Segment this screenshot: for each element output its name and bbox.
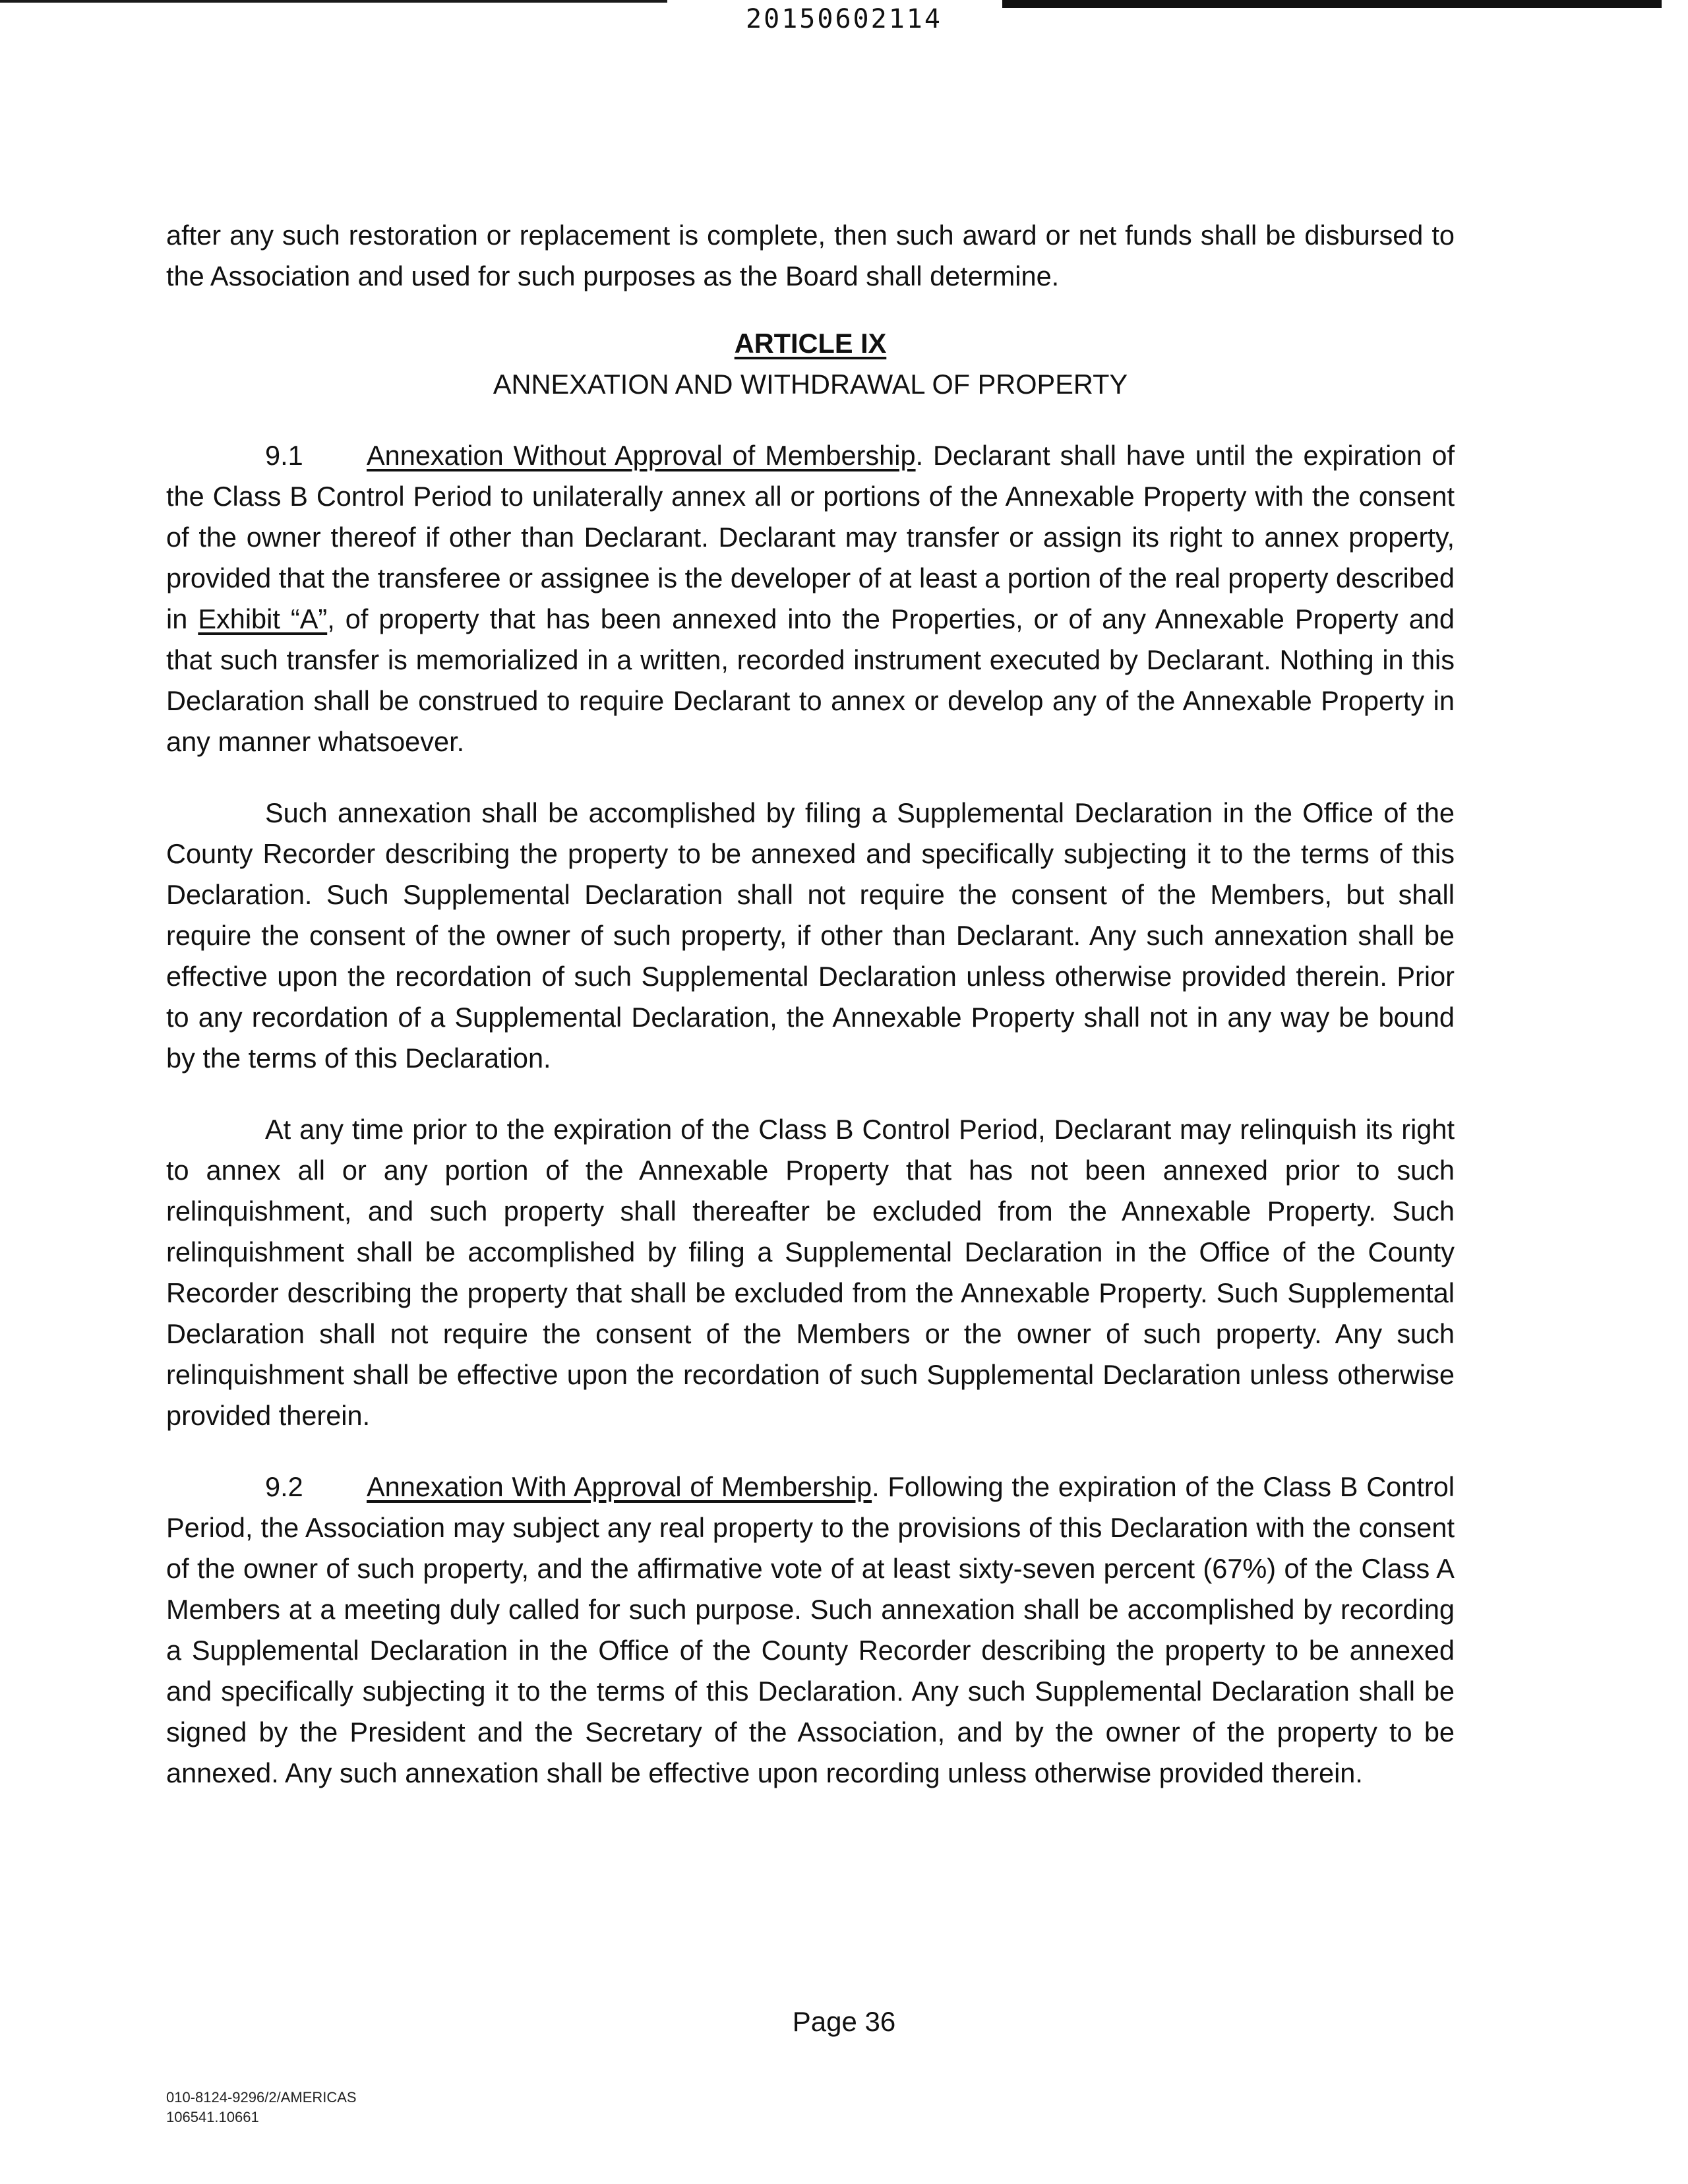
section-9-2-number: 9.2 <box>265 1471 303 1502</box>
document-body <box>166 215 1455 1794</box>
section-9-1-paragraph-2: Such annexation shall be accomplished by filing a Supplemental Declaration in the Office of the County Recorder describing the property to be annexed and specifically subjecting it to the terms of this Declaration. Such Supplemental Declaration shall not require the consent of the Members, but shall require the consent of the owner of such property, if other than Declarant. Any such annexation shall be effective upon the recordation of such Supplemental Declaration unless otherwise provided therein. Prior to any recordation of a Supplemental Declaration, the Annexable Property shall not in any way be bound by the terms of this Declaration. <box>166 797 1455 1074</box>
page-number: Page 36 <box>792 2006 896 2037</box>
section-9-1-number: 9.1 <box>265 440 303 471</box>
header-rule-left <box>0 0 667 3</box>
section-9-1-text-a: . Declarant shall have until the expiration of the Class B Control Period to unilaterally annex all or portions of the Annexable Property with the consent of the owner thereof if other than Declarant. Declarant may transfer or assign its right to annex property, provided that the transferee or assignee is the developer of at least a portion of the real property described in <box>166 440 1455 634</box>
article-heading: ARTICLE IX <box>734 328 887 359</box>
footer-id-line-2: 106541.10661 <box>166 2109 259 2125</box>
document-number: 20150602114 <box>746 4 942 34</box>
article-title: ANNEXATION AND WITHDRAWAL OF PROPERTY <box>493 369 1128 400</box>
section-9-1-paragraph <box>166 435 1455 762</box>
opening-paragraph: after any such restoration or replacement is complete, then such award or net funds shall be disbursed to the Association and used for such purposes as the Board shall determine. <box>166 220 1455 291</box>
section-9-1-text-b: , of property that has been annexed into the Properties, or of any Annexable Property and that such transfer is memorialized in a written, recorded instrument executed by Declarant. Nothing in this Declaration shall be construed to require Declarant to annex or develop any of the Annexable Property in any manner whatsoever. <box>166 603 1455 757</box>
exhibit-a-reference: Exhibit “A” <box>198 603 328 634</box>
section-9-2-paragraph <box>166 1467 1455 1794</box>
section-9-2-text: . Following the expiration of the Class B Control Period, the Association may subject any real property to the provisions of this Declaration with the consent of the owner of such property, and the affirmative vote of at least sixty-seven percent (67%) of the Class A Members at a meeting duly called for such purpose. Such annexation shall be accomplished by recording a Supplemental Declaration in the Office of the County Recorder describing the property to be annexed and specifically subjecting it to the terms of this Declaration. Any such Supplemental Declaration shall be signed by the President and the Secretary of the Association, and by the owner of the property to be annexed. Any such annexation shall be effective upon recording unless otherwise provided therein. <box>166 1471 1455 1788</box>
section-9-1-paragraph-3: At any time prior to the expiration of the Class B Control Period, Declarant may relinquish its right to annex all or any portion of the Annexable Property that has not been annexed prior to such relinquishment, and such property shall thereafter be excluded from the Annexable Property. Such relinquishment shall be accomplished by filing a Supplemental Declaration in the Office of the County Recorder describing the property that shall be excluded from the Annexable Property. Such Supplemental Declaration shall not require the consent of the Members or the owner of such property. Any such relinquishment shall be effective upon the recordation of such Supplemental Declaration unless otherwise provided therein. <box>166 1114 1455 1431</box>
section-9-1-title: Annexation Without Approval of Membership <box>367 440 916 471</box>
section-9-2-title: Annexation With Approval of Membership <box>367 1471 872 1502</box>
footer-document-id <box>166 2088 357 2127</box>
footer-id-line-1: 010-8124-9296/2/AMERICAS <box>166 2089 357 2106</box>
